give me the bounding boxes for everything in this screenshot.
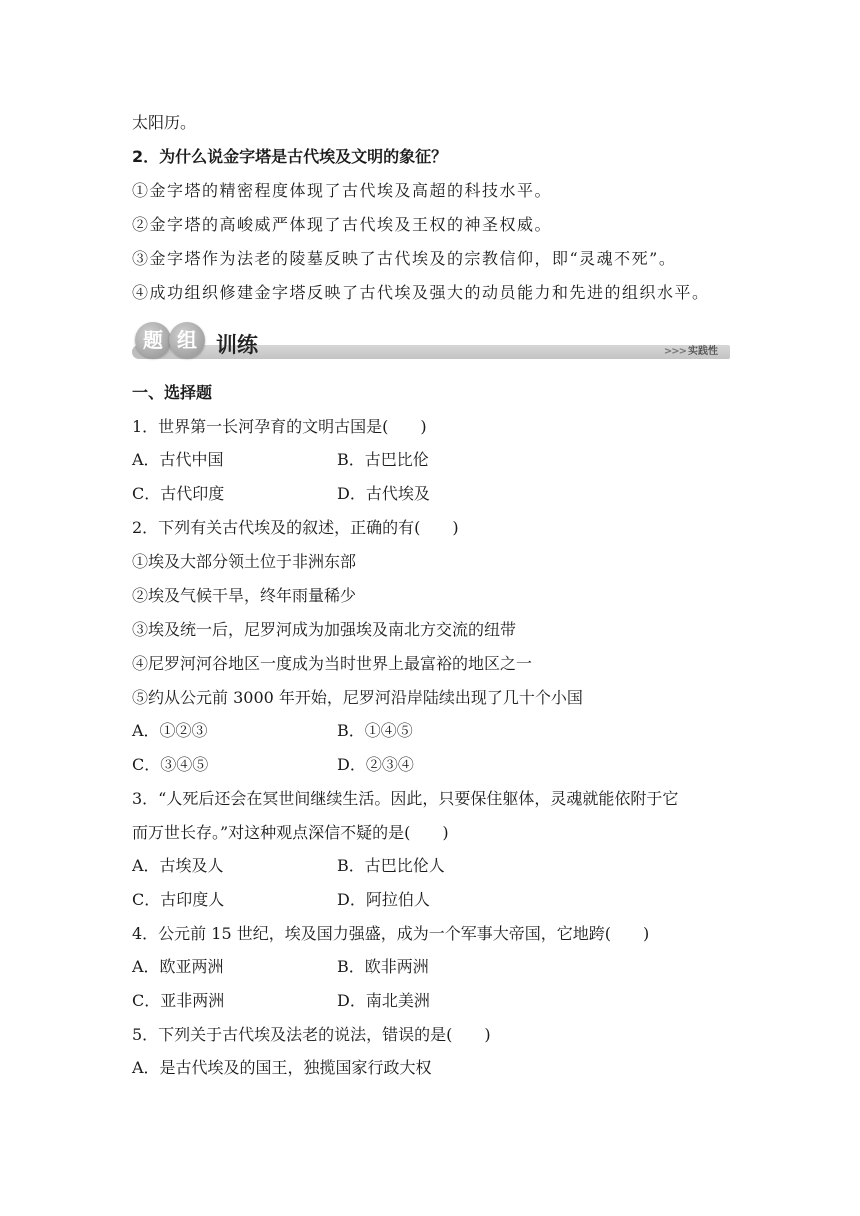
q2-item-2: ②埃及气候干旱，终年雨量稀少 (132, 586, 357, 605)
q2-option-c: C．③④⑤ (132, 755, 209, 774)
section-banner (132, 320, 730, 366)
q3-option-b: B．古巴比伦人 (337, 856, 445, 875)
q2-item-1: ①埃及大部分领土位于非洲东部 (132, 552, 357, 571)
q5-option-a: A．是古代埃及的国王，独揽国家行政大权 (132, 1058, 432, 1077)
q3-option-c: C．古印度人 (132, 890, 225, 909)
question-2-heading: 2．为什么说金字塔是古代埃及文明的象征？ (132, 147, 448, 166)
q2-item-3: ③埃及统一后，尼罗河成为加强埃及南北方交流的纽带 (132, 620, 517, 639)
q1-stem: 1．世界第一长河孕育的文明古国是( ) (132, 417, 427, 436)
q3-stem-line-2: 而万世长存。”对这种观点深信不疑的是( ) (132, 823, 449, 842)
q2-option-d: D．②③④ (337, 755, 414, 774)
q3-option-a: A．古埃及人 (132, 856, 224, 875)
banner-tag-label: 实践性 (688, 346, 718, 357)
section-heading: 一、选择题 (132, 383, 213, 402)
q4-option-b: B．欧非两洲 (337, 957, 429, 976)
q2-item-5: ⑤约从公元前 3000 年开始，尼罗河沿岸陆续出现了几十个小国 (132, 688, 583, 707)
q2-stem: 2．下列有关古代埃及的叙述，正确的有( ) (132, 518, 459, 537)
intro-tail-text: 太阳历。 (132, 113, 197, 132)
q3-stem-line-1: 3．“人死后还会在冥世间继续生活。因此，只要保住躯体，灵魂就能依附于它 (132, 789, 679, 808)
point-2: ②金字塔的高峻威严体现了古代埃及王权的神圣权威。 (132, 215, 553, 234)
q2-item-4: ④尼罗河河谷地区一度成为当时世界上最富裕的地区之一 (132, 654, 533, 673)
banner-tag (664, 346, 718, 358)
banner-arrows-icon: >>> (663, 346, 686, 357)
q1-option-c: C．古代印度 (132, 484, 225, 503)
q4-option-a: A．欧亚两洲 (132, 957, 224, 976)
q4-stem: 4．公元前 15 世纪，埃及国力强盛，成为一个军事大帝国，它地跨( ) (132, 924, 650, 943)
q1-option-d: D．古代埃及 (337, 484, 430, 503)
q2-option-b: B．①④⑤ (337, 721, 413, 740)
point-1: ①金字塔的精密程度体现了古代埃及高超的科技水平。 (132, 181, 553, 200)
q1-option-b: B．古巴比伦 (337, 450, 429, 469)
banner-badge-2: 组 (169, 322, 205, 358)
q1-option-a: A．古代中国 (132, 450, 224, 469)
point-3: ③金字塔作为法老的陵墓反映了古代埃及的宗教信仰，即“灵魂不死”。 (132, 249, 677, 268)
q2-option-a: A．①②③ (132, 721, 208, 740)
q4-option-d: D．南北美洲 (337, 991, 430, 1010)
point-4: ④成功组织修建金字塔反映了古代埃及强大的动员能力和先进的组织水平。 (132, 283, 710, 302)
banner-title: 训练 (216, 333, 258, 357)
q3-option-d: D．阿拉伯人 (337, 890, 430, 909)
q4-option-c: C．亚非两洲 (132, 991, 225, 1010)
banner-badge-1: 题 (135, 322, 171, 358)
q5-stem: 5．下列关于古代埃及法老的说法，错误的是( ) (132, 1025, 491, 1044)
